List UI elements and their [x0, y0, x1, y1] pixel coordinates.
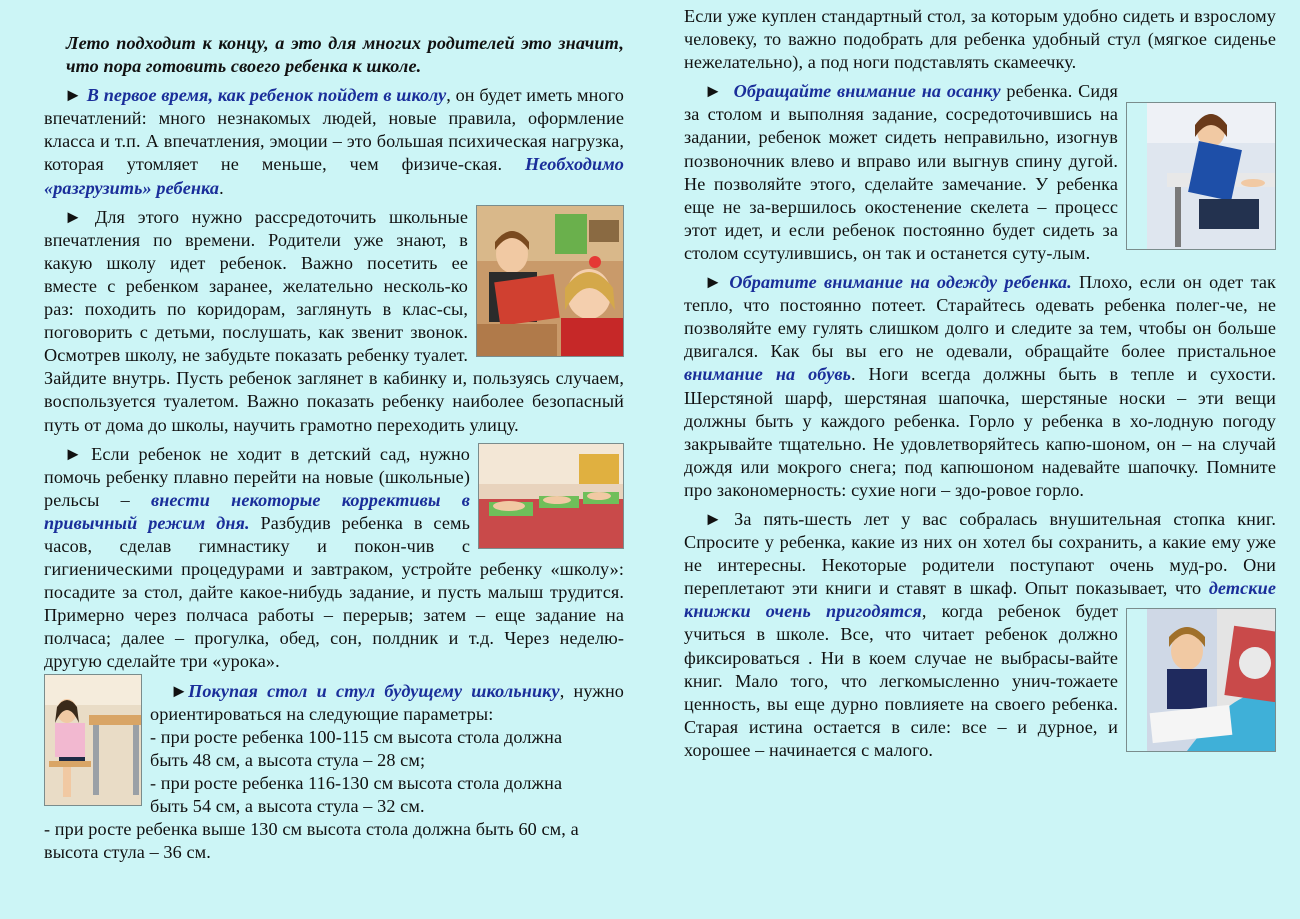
posture-text: ребенка. Сидя за столом и выполняя задание, сосредоточившись на задании, ребенок может сидеть неправильно, изогнув позвоночник влево и вправо или выгнув спину дугой. Не позволяйте этого, сделайте замечание. У ребенка еще не за-вершилось окостенение скелета – процесс этот идет, и если ребенок постоянно будет сидеть за столом ссутулившись, он так и останется суту-лым. — [684, 81, 1118, 263]
list-item: быть 48 см, а высота стула – 28 см; — [150, 749, 426, 770]
school-girls-photo — [476, 205, 624, 357]
emphasis-footwear: внимание на обувь — [684, 364, 852, 385]
paragraph-desk-chair: ►Покупая стол и стул будущему школьнику, нужно ориентироваться на следующие параметры: — [150, 680, 625, 724]
paragraph-standard-table: Если уже куплен стандартный стол, за которым удобно сидеть и взрослому человеку, то важно подобрать для ребенка удобный стул (мягкое сиденье нежелательно), а под ноги подставлять скамеечку. — [684, 6, 1276, 73]
emphasis-posture: Обращайте внимание на осанку — [733, 81, 1001, 102]
paragraph-first-time: ► В первое время, как ребенок пойдет в школу, он будет иметь много впечатлений: много незнакомых людей, новые правила, оформление класса и т.п. А впечатления, эмоции – это большая психическая нагрузка, которая утомляет не меньше, чем физиче-ская. Необходимо «разгрузить» ребенка. — [44, 85, 624, 198]
emphasis-daily-routine: внести некоторые коррективы в привычный режим дня. — [44, 489, 471, 533]
emphasis-unload-child: Необходимо «разгрузить» ребенка — [44, 154, 624, 198]
emphasis-clothing: Обратите внимание на одежду ребенка. — [729, 272, 1072, 293]
paragraph-books: ► За пять-шесть лет у вас собралась внушительная стопка книг. Спросите у ребенка, какие из них он хотел бы сохранить, а какие ему уже не интересны. Некоторые родители поступают очень муд-ро. Они переплетают эти книги и ставят в шкаф. Опыт показывает, что детские книжки очень пригодятся , когда ребенок будет учиться в школе. Все, что читает ребенок должно фиксироваться . Ни в коем случае не выбрасы-вайте книг. Мало того, что легкомысленно унич-тожаете ценность, вы еще дурно повлияете на своего ребенка. Старая истина остается в силе: все – и дурное, и хорошее – начинается с малого. — [684, 508, 1276, 762]
left-column — [44, 0, 624, 864]
emphasis-books: детские книжки очень пригодятся — [684, 578, 1276, 622]
emphasis-first-time: В первое время, как ребенок пойдет в школу — [86, 85, 447, 106]
paragraph-posture-first-line: ► Обращайте внимание на осанку ребенка. Сидя за столом и выполняя задание, сосредоточившись на задании, ребенок может сидеть неправильно, изогнув позвоночник влево и вправо или выгнув спину дугой. Не позволяйте этого, сделайте замечание. У ребенка еще не за-вершилось окостенение скелета – процесс этот идет, и если ребенок постоянно будет сидеть за столом ссутулившись, он так и останется суту-лым. — [684, 80, 1276, 265]
right-column — [684, 0, 1276, 762]
list-item: - при росте ребенка 100-115 см высота стола должна — [150, 726, 563, 747]
paragraph-clothing: ► Обратите внимание на одежду ребенка. Плохо, если он одет так тепло, что постоянно потеет. Старайтесь одевать ребенка полег-че, не позволяйте ему гулять слишком долго и следите за тем, чтобы он больше двигался. Как бы вы его не одевали, обращайте более пристальное внимание на обувь. Ноги всегда должны быть в тепле и сухости. Шерстяной шарф, шерстяная шапочка, шерстяные носки – эти вещи должны быть у каждого ребенка. Горло у ребенка в хо-лодную погоду закрывайте тщательно. Не удовлетворяйтесь капю-шоном, он – на случай дождя или мокрого снега; под капюшоном надевайте шапочку. Помните про закономерность: сухие ноги – здо-ровое горло. — [684, 272, 1276, 500]
girl-writing-photo — [1126, 102, 1276, 250]
paragraph-daily-routine: ► Если ребенок не ходит в детский сад, нужно помочь ребенку плавно перейти на новые (школьные) рельсы – внести некоторые коррективы в привычный режим дня. Разбудив ребенка в семь часов, сделав гимнастику и покон-чив с гигиеническими процедурами и завтраком, устройте ребенку «школу»: посадите за стол, дайте какое-нибудь задание, и пусть малыш трудится. Примерно через полчаса работы – перерыв; затем – еще задание на полчаса; далее – прогулка, обед, сон, полдник и т.д. Через неделю-другую сделайте три «урока». — [44, 443, 624, 672]
gymnastics-photo — [478, 443, 624, 549]
list-item: - при росте ребенка выше 130 см высота стола должна быть 60 см, а высота стула – 36 см. — [44, 819, 579, 863]
paragraph-visit-school: ► Для этого нужно рассредоточить школьные впечатления по времени. Родители уже знают, в какую школу идет ребенок. Важно посетить ее вместе с ребенком заранее, желательно несколь-ко раз: походить по коридорам, заглянуть в клас-сы, поговорить с детьми, послушать, как звенит звонок. Осмотрев школу, не забудьте показать ребенку туалет. Зайдите внутрь. Пусть ребенок заглянет в кабинку и, пользуясь случаем, воспользуется туалетом. Важно показать ребенку наиболее безопасный путь от дома до школы, научить грамотно переходить улицу. — [44, 206, 624, 435]
intro-heading: Лето подходит к концу, а это для многих родителей это значит, что пора готовить своего ребенка к школе. — [66, 33, 624, 77]
list-item: быть 54 см, а высота стула – 32 см. — [150, 796, 425, 816]
boy-with-books-photo — [1126, 608, 1276, 752]
girl-at-desk-photo — [44, 674, 142, 806]
list-item: - при росте ребенка 116-130 см высота стола должна — [150, 772, 563, 793]
emphasis-desk-chair: Покупая стол и стул будущему школьнику — [188, 680, 560, 701]
